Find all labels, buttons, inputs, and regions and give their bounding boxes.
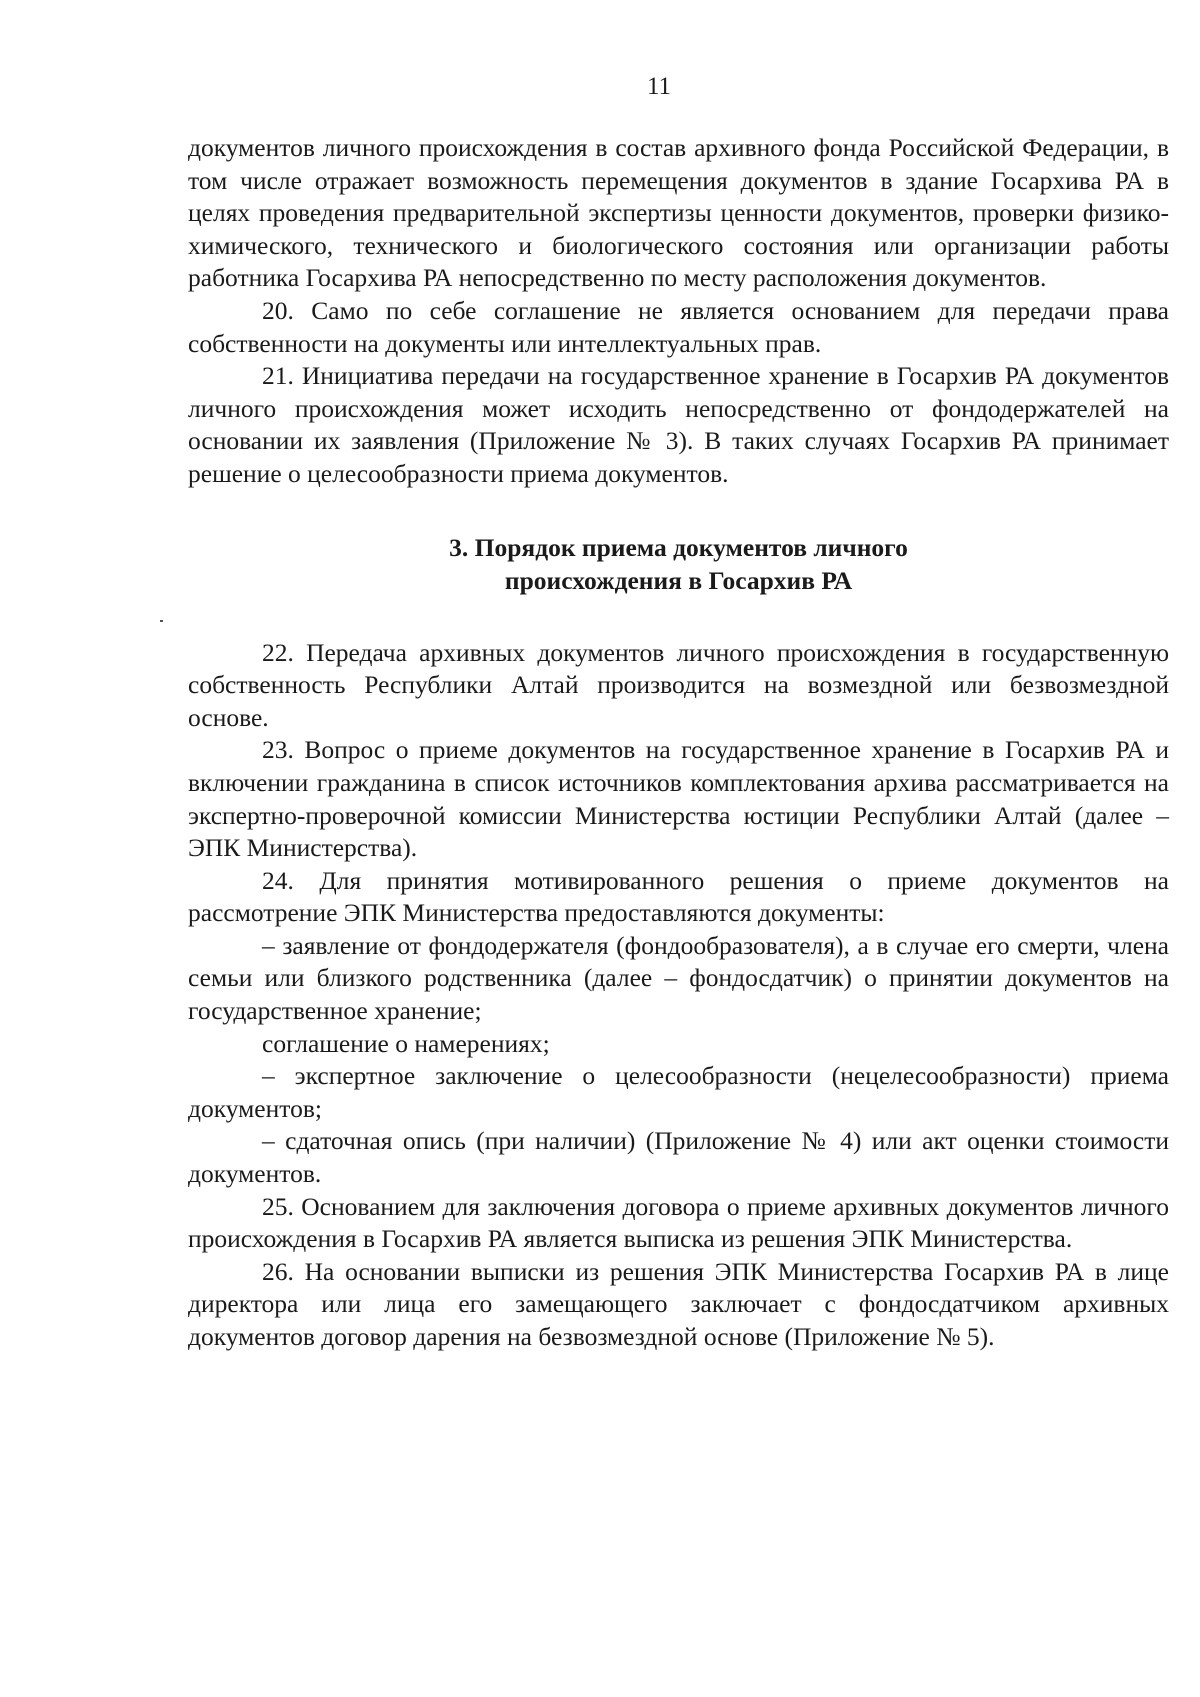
list-item-application: – заявление от фондодержателя (фондообразователя), а в случае его смерти, члена семьи или близкого родственника (далее – фондосдатчик) о принятии документов на государственное хранение; — [188, 930, 1169, 1026]
section-heading — [188, 531, 1169, 597]
list-item-inventory: – сдаточная опись (при наличии) (Приложение № 4) или акт оценки стоимости документов. — [188, 1126, 1169, 1189]
paragraph-20: 20. Само по себе соглашение не является основанием для передачи права собственности на документы или интеллектуальных прав. — [188, 295, 1169, 358]
section-heading-line-1: 3. Порядок приема документов личного — [449, 532, 908, 562]
paragraph-continuation: документов личного происхождения в состав архивного фонда Российской Федерации, в том числе отражает возможность перемещения документов в здание Госархива РА в целях проведения предварительной экспертизы ценности документов, проверки физико-химического, технического и биологического состояния или организации работы работника Госархива РА непосредственно по месту расположения документов. — [188, 133, 1169, 293]
list-item-expert-opinion: – экспертное заключение о целесообразности (нецелесообразности) приема документов; — [188, 1061, 1169, 1123]
paragraph-23: 23. Вопрос о приеме документов на государственное хранение в Госархив РА и включении гражданина в список источников комплектования архива рассматривается на экспертно-проверочной комиссии Министерства юстиции Республики Алтай (далее – ЭПК Министерства). — [188, 735, 1169, 863]
section-heading-line-2: происхождения в Госархив РА — [504, 565, 853, 595]
scan-speck — [160, 620, 163, 622]
page-number: 11 — [646, 73, 672, 100]
document-body — [188, 132, 1169, 1354]
paragraph-24: 24. Для принятия мотивированного решения о приеме документов на рассмотрение ЭПК Министерства предоставляются документы: — [188, 865, 1169, 928]
paragraph-22: 22. Передача архивных документов личного происхождения в государственную собственность Республики Алтай производится на возмездной или безвозмездной основе. — [188, 637, 1169, 732]
paragraph-25: 25. Основанием для заключения договора о приеме архивных документов личного происхождения в Госархив РА является выписка из решения ЭПК Министерства. — [188, 1191, 1169, 1254]
paragraph-21: 21. Инициатива передачи на государственное хранение в Госархив РА документов личного происхождения может исходить непосредственно от фондодержателей на основании их заявления (Приложение № 3). В таких случаях Госархив РА принимает решение о целесообразности приема документов. — [188, 361, 1169, 488]
list-item-agreement: соглашение о намерениях; — [262, 1028, 550, 1058]
paragraph-26: 26. На основании выписки из решения ЭПК Министерства Госархив РА в лице директора или лица его замещающего заключает с фондосдатчиком архивных документов договор дарения на безвозмездной основе (Приложение № 5). — [188, 1256, 1169, 1351]
